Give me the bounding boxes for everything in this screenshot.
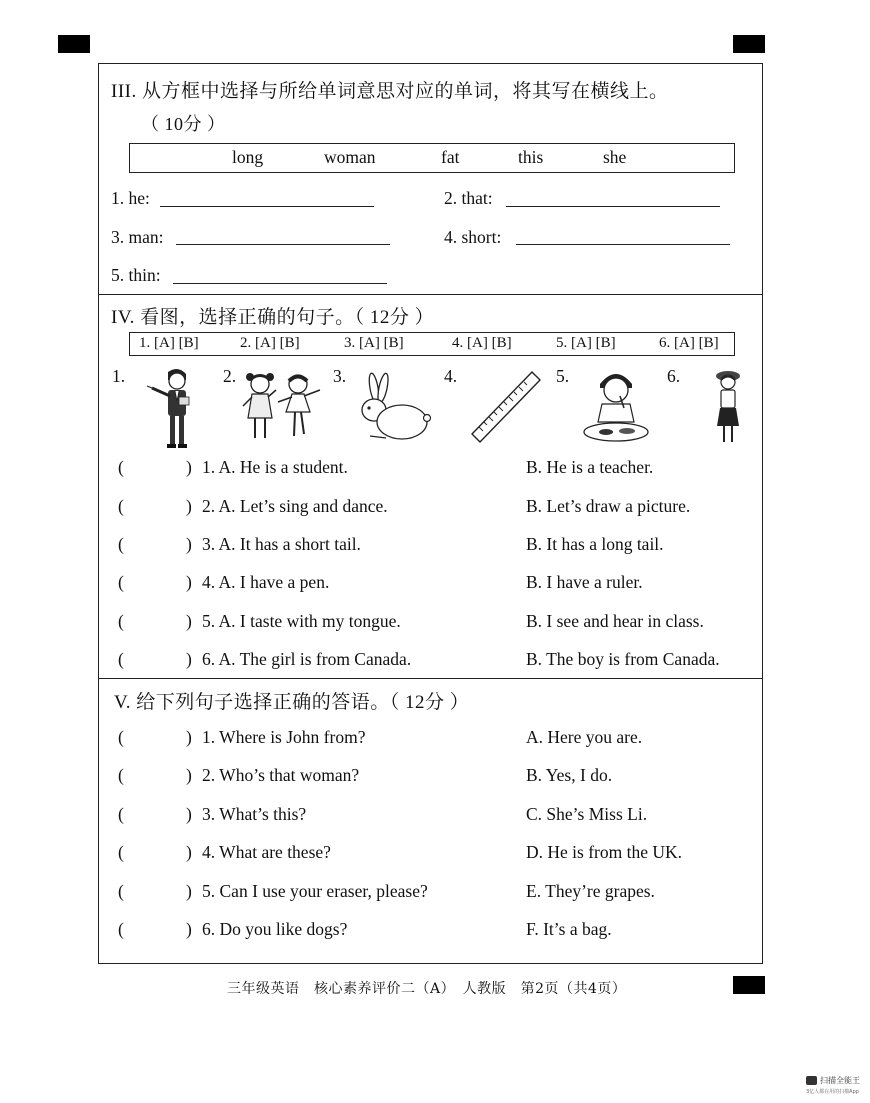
option-b: B. He is a teacher. bbox=[526, 457, 654, 477]
registration-mark-top-left bbox=[58, 35, 90, 53]
section4-heading: IV. 看图，选择正确的句子。（ 12分 ） bbox=[111, 307, 435, 328]
answer-card-item[interactable]: 6. [A] [B] bbox=[659, 335, 719, 351]
answer-paren-close: ) bbox=[186, 649, 192, 669]
answer-blank[interactable] bbox=[516, 244, 730, 245]
boy-eating-icon bbox=[580, 366, 652, 446]
answer-card-item[interactable]: 2. [A] [B] bbox=[240, 335, 300, 351]
option-a: 1. A. He is a student. bbox=[202, 457, 348, 477]
answer-paren-open[interactable]: ( bbox=[118, 572, 124, 592]
word-bank-word: this bbox=[518, 147, 544, 167]
answer-paren-open[interactable]: ( bbox=[118, 649, 124, 669]
answer-paren-open[interactable]: ( bbox=[118, 804, 124, 824]
answer-card-box bbox=[129, 332, 735, 356]
picture-number: 4. bbox=[444, 366, 458, 386]
answer-paren-open[interactable]: ( bbox=[118, 496, 124, 516]
answer-blank[interactable] bbox=[160, 206, 374, 207]
answer-blank[interactable] bbox=[506, 206, 720, 207]
answer-card-item[interactable]: 3. [A] [B] bbox=[344, 335, 404, 351]
option-a: 6. A. The girl is from Canada. bbox=[202, 649, 412, 669]
answer-paren-close: ) bbox=[186, 842, 192, 862]
response-option: D. He is from the UK. bbox=[526, 842, 683, 862]
answer-paren-close: ) bbox=[186, 765, 192, 785]
response-option: B. Yes, I do. bbox=[526, 765, 613, 785]
picture-number: 2. bbox=[223, 366, 237, 386]
answer-paren-close: ) bbox=[186, 727, 192, 747]
answer-blank[interactable] bbox=[176, 244, 390, 245]
watermark-subtitle: 3亿人都在用的扫描App bbox=[806, 1089, 859, 1095]
response-option: A. Here you are. bbox=[526, 727, 643, 747]
rabbit-icon bbox=[354, 372, 432, 444]
registration-mark-bottom-right bbox=[733, 976, 765, 994]
teacher-icon bbox=[146, 366, 200, 452]
response-option: E. They’re grapes. bbox=[526, 881, 655, 901]
option-a: 3. A. It has a short tail. bbox=[202, 534, 361, 554]
word-bank-word: woman bbox=[324, 147, 376, 167]
section3-points: （ 10分 ） bbox=[141, 114, 226, 134]
registration-mark-top-right bbox=[733, 35, 765, 53]
answer-card-item[interactable]: 4. [A] [B] bbox=[452, 335, 512, 351]
fill-item-label: 5. thin: bbox=[111, 265, 161, 285]
girls-dancing-icon bbox=[240, 370, 326, 448]
answer-paren-open[interactable]: ( bbox=[118, 842, 124, 862]
word-bank-word: she bbox=[603, 147, 627, 167]
option-b: B. The boy is from Canada. bbox=[526, 649, 720, 669]
question-text: 5. Can I use your eraser, please? bbox=[202, 881, 428, 901]
girl-icon bbox=[712, 368, 744, 450]
answer-paren-open[interactable]: ( bbox=[118, 765, 124, 785]
section-divider-4-5 bbox=[98, 678, 763, 679]
fill-item-label: 2. that: bbox=[444, 188, 493, 208]
option-a: 5. A. I taste with my tongue. bbox=[202, 611, 401, 631]
picture-number: 6. bbox=[667, 366, 681, 386]
answer-paren-open[interactable]: ( bbox=[118, 534, 124, 554]
answer-paren-open[interactable]: ( bbox=[118, 881, 124, 901]
question-text: 6. Do you like dogs? bbox=[202, 919, 348, 939]
section-divider-3-4 bbox=[98, 294, 763, 295]
picture-number: 3. bbox=[333, 366, 347, 386]
answer-paren-open[interactable]: ( bbox=[118, 919, 124, 939]
answer-paren-close: ) bbox=[186, 572, 192, 592]
picture-number: 5. bbox=[556, 366, 570, 386]
picture-number: 1. bbox=[112, 366, 126, 386]
section3-heading: III. 从方框中选择与所给单词意思对应的单词，将其写在横线上。 bbox=[111, 81, 669, 102]
fill-item-label: 3. man: bbox=[111, 227, 164, 247]
response-option: F. It’s a bag. bbox=[526, 919, 612, 939]
answer-paren-close: ) bbox=[186, 881, 192, 901]
watermark-title: 扫描全能王 bbox=[820, 1076, 860, 1085]
option-a: 4. A. I have a pen. bbox=[202, 572, 330, 592]
word-bank-word: long bbox=[232, 147, 264, 167]
answer-paren-open[interactable]: ( bbox=[118, 611, 124, 631]
answer-paren-close: ) bbox=[186, 496, 192, 516]
cs-logo-icon bbox=[806, 1076, 817, 1085]
ruler-icon bbox=[470, 368, 542, 446]
section5-heading: V. 给下列句子选择正确的答语。（ 12分 ） bbox=[114, 692, 470, 713]
answer-paren-close: ) bbox=[186, 611, 192, 631]
fill-item-label: 1. he: bbox=[111, 188, 150, 208]
option-b: B. It has a long tail. bbox=[526, 534, 664, 554]
answer-paren-close: ) bbox=[186, 804, 192, 824]
word-bank-box bbox=[129, 143, 735, 173]
question-text: 1. Where is John from? bbox=[202, 727, 366, 747]
option-b: B. I see and hear in class. bbox=[526, 611, 704, 631]
answer-paren-close: ) bbox=[186, 534, 192, 554]
answer-card-item[interactable]: 5. [A] [B] bbox=[556, 335, 616, 351]
question-text: 4. What are these? bbox=[202, 842, 331, 862]
word-bank-word: fat bbox=[441, 147, 460, 167]
response-option: C. She’s Miss Li. bbox=[526, 804, 648, 824]
answer-paren-close: ) bbox=[186, 457, 192, 477]
answer-paren-close: ) bbox=[186, 919, 192, 939]
fill-item-label: 4. short: bbox=[444, 227, 502, 247]
option-b: B. I have a ruler. bbox=[526, 572, 643, 592]
answer-blank[interactable] bbox=[173, 283, 387, 284]
answer-paren-open[interactable]: ( bbox=[118, 457, 124, 477]
option-b: B. Let’s draw a picture. bbox=[526, 496, 691, 516]
answer-paren-open[interactable]: ( bbox=[118, 727, 124, 747]
option-a: 2. A. Let’s sing and dance. bbox=[202, 496, 388, 516]
question-text: 3. What’s this? bbox=[202, 804, 307, 824]
question-text: 2. Who’s that woman? bbox=[202, 765, 360, 785]
answer-card-item[interactable]: 1. [A] [B] bbox=[139, 335, 199, 351]
page-footer: 三年级英语 核心素养评价二（A） 人教版 第2页（共4页） bbox=[227, 981, 627, 997]
